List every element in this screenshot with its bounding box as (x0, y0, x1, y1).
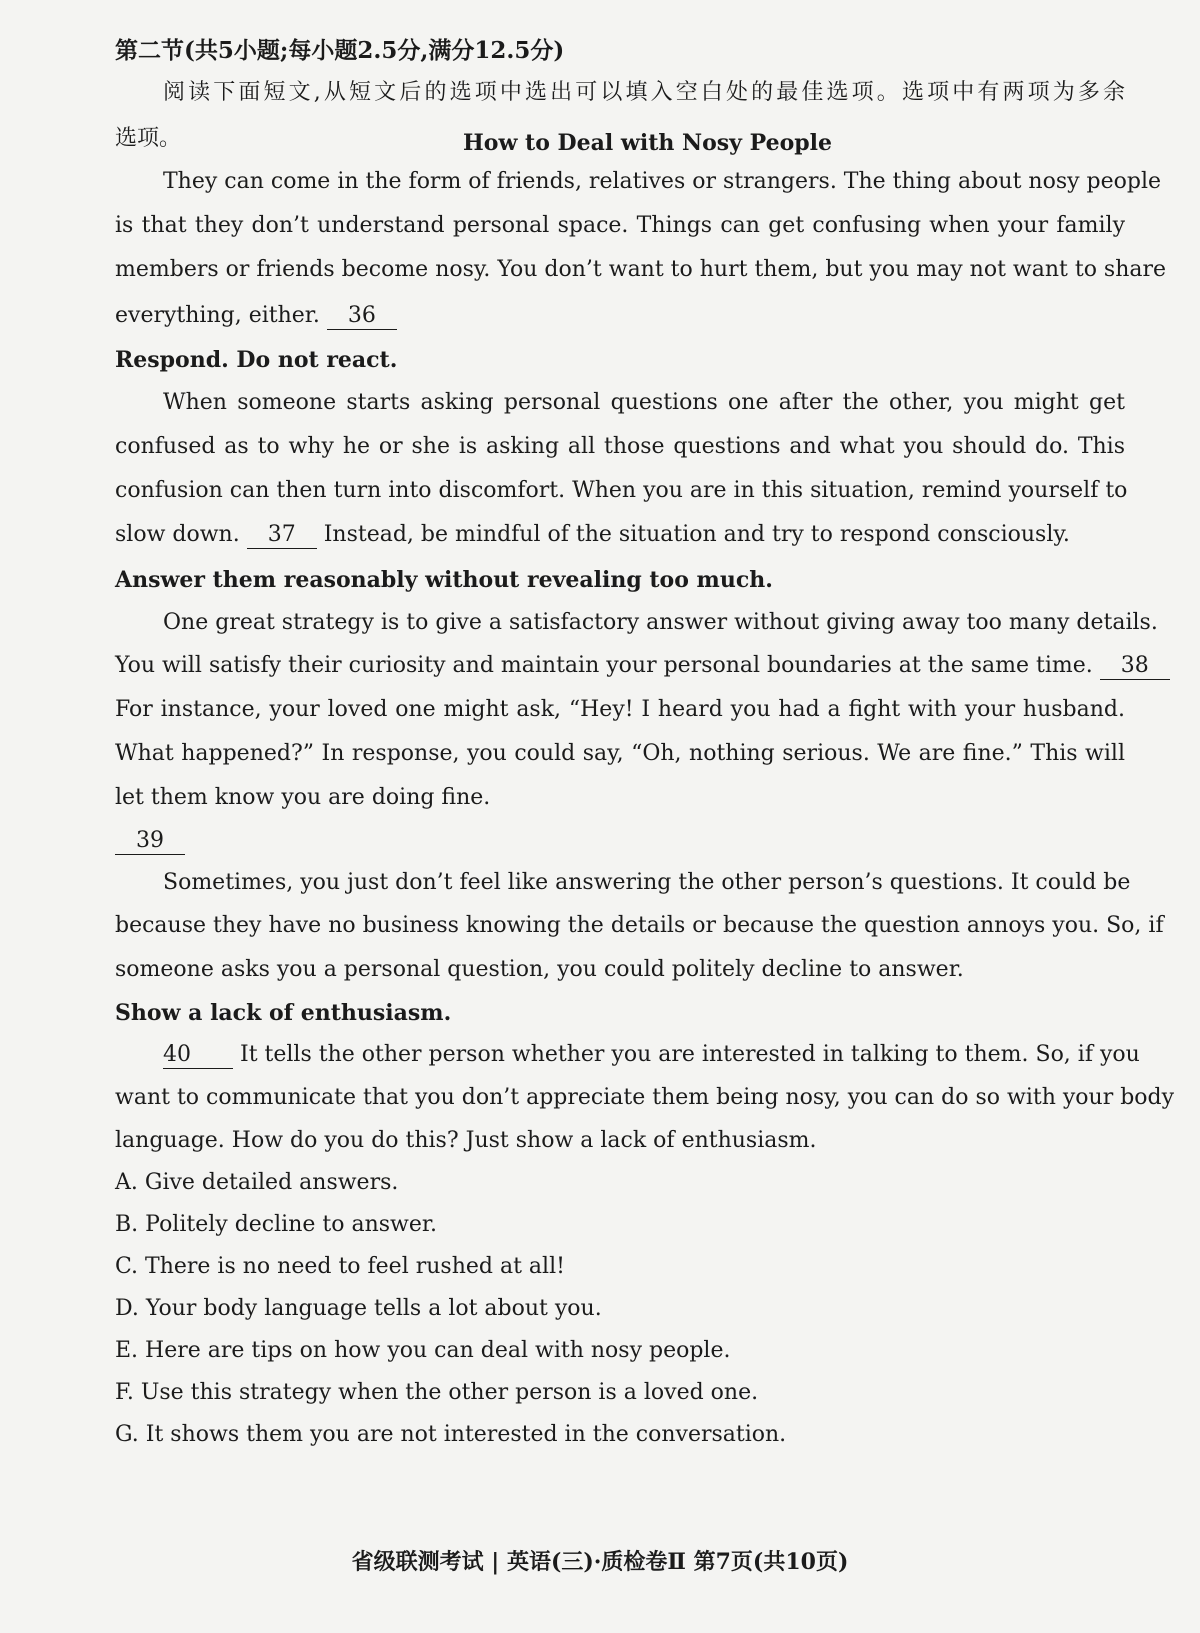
passage-title: How to Deal with Nosy People (463, 130, 832, 156)
p5-line-2: want to communicate that you don’t appreciate them being nosy, you can do so with your body (115, 1085, 1175, 1110)
p5-line-1 (163, 1040, 1140, 1070)
option-b: B. Politely decline to answer. (115, 1212, 437, 1237)
instruction-line-2: 选项。 (115, 126, 182, 151)
option-c: C. There is no need to feel rushed at all! (115, 1254, 565, 1279)
blank-39: 39 (115, 828, 185, 855)
p2-line-4-text-a: slow down. (115, 522, 240, 547)
p3-line-5: let them know you are doing fine. (115, 785, 491, 810)
p2-line-4-text-b: Instead, be mindful of the situation and try to respond consciously. (323, 522, 1070, 547)
heading-respond: Respond. Do not react. (115, 347, 398, 373)
blank-38: 38 (1100, 653, 1170, 680)
blank-39-line (115, 826, 1125, 856)
p4-line-2: because they have no business knowing the details or because the question annoys you. So, if (115, 913, 1164, 938)
blank-36: 36 (327, 303, 397, 330)
option-e: E. Here are tips on how you can deal with nosy people. (115, 1338, 731, 1363)
option-d: D. Your body language tells a lot about you. (115, 1296, 602, 1321)
blank-37: 37 (247, 522, 317, 549)
p3-line-4: What happened?” In response, you could say, “Oh, nothing serious. We are fine.” This will (115, 741, 1125, 766)
p2-line-4 (115, 520, 1125, 550)
p3-line-2-text: You will satisfy their curiosity and maintain your personal boundaries at the same time. (115, 653, 1093, 678)
blank-40: 40 (163, 1042, 233, 1069)
p5-line-3: language. How do you do this? Just show a lack of enthusiasm. (115, 1128, 817, 1153)
p1-line-4-text: everything, either. (115, 303, 320, 328)
option-f: F. Use this strategy when the other person is a loved one. (115, 1380, 759, 1405)
p1-line-1: They can come in the form of friends, relatives or strangers. The thing about nosy people (163, 169, 1162, 194)
p4-line-3: someone asks you a personal question, you could politely decline to answer. (115, 957, 964, 982)
p2-line-2: confused as to why he or she is asking all those questions and what you should do. This (115, 434, 1125, 459)
p4-line-1: Sometimes, you just don’t feel like answering the other person’s questions. It could be (163, 870, 1131, 895)
option-a: A. Give detailed answers. (115, 1170, 399, 1195)
heading-answer: Answer them reasonably without revealing too much. (115, 567, 773, 593)
p1-line-4 (115, 301, 1125, 331)
p1-line-2: is that they don’t understand personal space. Things can get confusing when your family (115, 213, 1125, 238)
p2-line-3: confusion can then turn into discomfort. When you are in this situation, remind yourself to (115, 478, 1128, 503)
instruction-line-1: 阅读下面短文,从短文后的选项中选出可以填入空白处的最佳选项。选项中有两项为多余 (163, 80, 1125, 105)
page-footer: 省级联测考试 | 英语(三)·质检卷Ⅱ 第7页(共10页) (351, 1549, 849, 1575)
option-g: G. It shows them you are not interested in the conversation. (115, 1422, 787, 1447)
p5-line-1-text: It tells the other person whether you are interested in talking to them. So, if you (240, 1042, 1140, 1067)
p2-line-1: When someone starts asking personal questions one after the other, you might get (163, 390, 1125, 415)
heading-enthusiasm: Show a lack of enthusiasm. (115, 1000, 452, 1026)
p1-line-3: members or friends become nosy. You don’t want to hurt them, but you may not want to share (115, 257, 1167, 282)
section-header: 第二节(共5小题;每小题2.5分,满分12.5分) (115, 37, 565, 64)
p3-line-1: One great strategy is to give a satisfactory answer without giving away too many details. (163, 610, 1158, 635)
p3-line-3: For instance, your loved one might ask, “Hey! I heard you had a fight with your husband. (115, 697, 1125, 722)
p3-line-2 (115, 651, 1149, 681)
